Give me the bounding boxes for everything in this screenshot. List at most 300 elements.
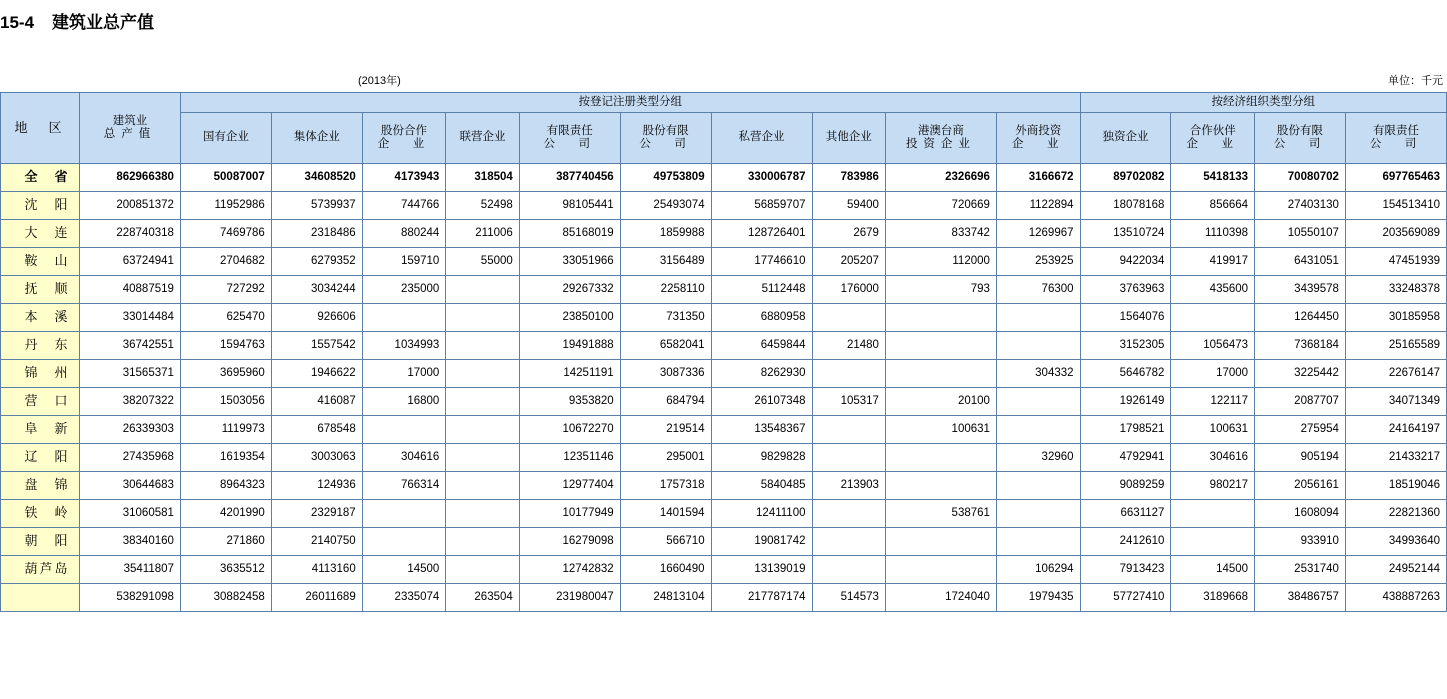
cell-value: 33014484: [80, 304, 181, 332]
cell-value: 16800: [362, 388, 446, 416]
cell-value: [996, 304, 1080, 332]
cell-value: 30185958: [1345, 304, 1446, 332]
cell-value: [996, 332, 1080, 360]
row-region: [1, 584, 80, 612]
header-col-8: 港澳台商 投资企业: [885, 113, 996, 164]
header-col-1: 集体企业: [271, 113, 362, 164]
cell-value: 1034993: [362, 332, 446, 360]
table-row: [1, 248, 1447, 276]
cell-value: 1798521: [1080, 416, 1171, 444]
cell-value: 85168019: [519, 220, 620, 248]
cell-value: 435600: [1171, 276, 1255, 304]
cell-value: 1724040: [885, 584, 996, 612]
cell-value: 4173943: [362, 164, 446, 192]
cell-value: [446, 360, 519, 388]
cell-value: 304616: [1171, 444, 1255, 472]
cell-value: [885, 472, 996, 500]
table-row: [1, 276, 1447, 304]
table-number: 15-4: [0, 13, 35, 32]
cell-value: 159710: [362, 248, 446, 276]
cell-value: 34993640: [1345, 528, 1446, 556]
cell-value: 38486757: [1255, 584, 1346, 612]
cell-value: 1946622: [271, 360, 362, 388]
row-region: 沈 阳: [1, 192, 80, 220]
cell-value: 926606: [271, 304, 362, 332]
cell-value: 205207: [812, 248, 885, 276]
cell-value: 1056473: [1171, 332, 1255, 360]
cell-value: 219514: [620, 416, 711, 444]
cell-value: 1660490: [620, 556, 711, 584]
cell-value: [446, 500, 519, 528]
cell-value: 4201990: [180, 500, 271, 528]
cell-value: 22676147: [1345, 360, 1446, 388]
cell-value: 2531740: [1255, 556, 1346, 584]
row-region: 辽 阳: [1, 444, 80, 472]
header-col-12: 股份有限 公 司: [1255, 113, 1346, 164]
row-region: 铁 岭: [1, 500, 80, 528]
header-group-registration: 按登记注册类型分组: [180, 93, 1080, 113]
cell-value: 2326696: [885, 164, 996, 192]
cell-value: [362, 416, 446, 444]
cell-value: 3695960: [180, 360, 271, 388]
cell-value: [446, 416, 519, 444]
cell-value: 17746610: [711, 248, 812, 276]
cell-value: 720669: [885, 192, 996, 220]
cell-value: 416087: [271, 388, 362, 416]
cell-value: 122117: [1171, 388, 1255, 416]
table-row: [1, 528, 1447, 556]
cell-value: 17000: [1171, 360, 1255, 388]
cell-value: 271860: [180, 528, 271, 556]
cell-value: 34071349: [1345, 388, 1446, 416]
cell-value: 5418133: [1171, 164, 1255, 192]
cell-value: 1926149: [1080, 388, 1171, 416]
cell-value: 5112448: [711, 276, 812, 304]
table-head: [1, 93, 1447, 164]
cell-value: 18519046: [1345, 472, 1446, 500]
table-row: [1, 500, 1447, 528]
cell-value: 833742: [885, 220, 996, 248]
cell-value: 3152305: [1080, 332, 1171, 360]
cell-value: 27403130: [1255, 192, 1346, 220]
cell-value: 10177949: [519, 500, 620, 528]
cell-value: 13548367: [711, 416, 812, 444]
table-row: [1, 444, 1447, 472]
header-col-3: 联营企业: [446, 113, 519, 164]
cell-value: [812, 444, 885, 472]
cell-value: 26107348: [711, 388, 812, 416]
cell-value: 2087707: [1255, 388, 1346, 416]
table-row: [1, 192, 1447, 220]
cell-value: [885, 528, 996, 556]
cell-value: 3034244: [271, 276, 362, 304]
cell-value: 4792941: [1080, 444, 1171, 472]
table-row: [1, 164, 1447, 192]
cell-value: 17000: [362, 360, 446, 388]
cell-value: 14500: [1171, 556, 1255, 584]
cell-value: 14251191: [519, 360, 620, 388]
row-region: 阜 新: [1, 416, 80, 444]
cell-value: [362, 304, 446, 332]
cell-value: 11952986: [180, 192, 271, 220]
cell-value: 514573: [812, 584, 885, 612]
cell-value: 56859707: [711, 192, 812, 220]
cell-value: 1979435: [996, 584, 1080, 612]
cell-value: 40887519: [80, 276, 181, 304]
cell-value: 1564076: [1080, 304, 1171, 332]
cell-value: 419917: [1171, 248, 1255, 276]
table-row: [1, 332, 1447, 360]
cell-value: 1264450: [1255, 304, 1346, 332]
cell-value: 2412610: [1080, 528, 1171, 556]
row-region: 葫芦岛: [1, 556, 80, 584]
cell-value: 304616: [362, 444, 446, 472]
cell-value: 744766: [362, 192, 446, 220]
header-col-row: [1, 113, 1447, 164]
cell-value: 12742832: [519, 556, 620, 584]
cell-value: 566710: [620, 528, 711, 556]
table-row: [1, 416, 1447, 444]
table-row: [1, 472, 1447, 500]
cell-value: 263504: [446, 584, 519, 612]
cell-value: 59400: [812, 192, 885, 220]
cell-value: 217787174: [711, 584, 812, 612]
cell-value: [362, 528, 446, 556]
cell-value: 203569089: [1345, 220, 1446, 248]
cell-value: [362, 500, 446, 528]
cell-value: [885, 304, 996, 332]
cell-value: [812, 304, 885, 332]
header-col-11: 合作伙伴 企 业: [1171, 113, 1255, 164]
cell-value: [996, 388, 1080, 416]
cell-value: 538291098: [80, 584, 181, 612]
header-col-4: 有限责任 公 司: [519, 113, 620, 164]
cell-value: 89702082: [1080, 164, 1171, 192]
cell-value: 6582041: [620, 332, 711, 360]
cell-value: [812, 500, 885, 528]
cell-value: 1757318: [620, 472, 711, 500]
header-group-economic: 按经济组织类型分组: [1080, 93, 1446, 113]
cell-value: [812, 528, 885, 556]
cell-value: 21433217: [1345, 444, 1446, 472]
cell-value: 13139019: [711, 556, 812, 584]
cell-value: 25165589: [1345, 332, 1446, 360]
cell-value: 24952144: [1345, 556, 1446, 584]
cell-value: 12411100: [711, 500, 812, 528]
cell-value: 2679: [812, 220, 885, 248]
cell-value: 766314: [362, 472, 446, 500]
cell-value: [1171, 304, 1255, 332]
cell-value: [812, 416, 885, 444]
cell-value: 112000: [885, 248, 996, 276]
header-group-row: [1, 93, 1447, 113]
cell-value: 5840485: [711, 472, 812, 500]
cell-value: 35411807: [80, 556, 181, 584]
cell-value: 253925: [996, 248, 1080, 276]
cell-value: 2258110: [620, 276, 711, 304]
cell-value: 24164197: [1345, 416, 1446, 444]
cell-value: 38340160: [80, 528, 181, 556]
table-row: [1, 304, 1447, 332]
data-table: [0, 92, 1447, 612]
cell-value: 330006787: [711, 164, 812, 192]
cell-value: 31060581: [80, 500, 181, 528]
cell-value: 1594763: [180, 332, 271, 360]
cell-value: 980217: [1171, 472, 1255, 500]
cell-value: 1122894: [996, 192, 1080, 220]
cell-value: 5739937: [271, 192, 362, 220]
header-col-5: 股份有限 公 司: [620, 113, 711, 164]
cell-value: 862966380: [80, 164, 181, 192]
cell-value: 3156489: [620, 248, 711, 276]
cell-value: 275954: [1255, 416, 1346, 444]
cell-value: 19491888: [519, 332, 620, 360]
cell-value: 33248378: [1345, 276, 1446, 304]
cell-value: [1171, 528, 1255, 556]
row-region: 朝 阳: [1, 528, 80, 556]
cell-value: 6431051: [1255, 248, 1346, 276]
table-row: [1, 220, 1447, 248]
header-region: 地 区: [1, 93, 80, 164]
cell-value: 1503056: [180, 388, 271, 416]
cell-value: 52498: [446, 192, 519, 220]
cell-value: [446, 304, 519, 332]
cell-value: 684794: [620, 388, 711, 416]
cell-value: 678548: [271, 416, 362, 444]
cell-value: 2056161: [1255, 472, 1346, 500]
cell-value: 57727410: [1080, 584, 1171, 612]
cell-value: 23850100: [519, 304, 620, 332]
cell-value: [996, 500, 1080, 528]
cell-value: 34608520: [271, 164, 362, 192]
cell-value: 20100: [885, 388, 996, 416]
header-col-6: 私营企业: [711, 113, 812, 164]
cell-value: [446, 444, 519, 472]
cell-value: 2140750: [271, 528, 362, 556]
header-col-2: 股份合作 企 业: [362, 113, 446, 164]
cell-value: 7913423: [1080, 556, 1171, 584]
cell-value: 3225442: [1255, 360, 1346, 388]
cell-value: 100631: [1171, 416, 1255, 444]
cell-value: 1619354: [180, 444, 271, 472]
row-region: 鞍 山: [1, 248, 80, 276]
cell-value: 7368184: [1255, 332, 1346, 360]
cell-value: 1859988: [620, 220, 711, 248]
cell-value: 106294: [996, 556, 1080, 584]
cell-value: 3439578: [1255, 276, 1346, 304]
cell-value: 318504: [446, 164, 519, 192]
cell-value: 304332: [996, 360, 1080, 388]
cell-value: 12351146: [519, 444, 620, 472]
cell-value: 12977404: [519, 472, 620, 500]
cell-value: 3003063: [271, 444, 362, 472]
cell-value: [996, 528, 1080, 556]
header-col-7: 其他企业: [812, 113, 885, 164]
cell-value: 16279098: [519, 528, 620, 556]
cell-value: 36742551: [80, 332, 181, 360]
table-body: [1, 164, 1447, 612]
cell-value: 70080702: [1255, 164, 1346, 192]
cell-value: 30882458: [180, 584, 271, 612]
cell-value: 19081742: [711, 528, 812, 556]
header-col-0: 国有企业: [180, 113, 271, 164]
cell-value: 98105441: [519, 192, 620, 220]
row-region: 抚 顺: [1, 276, 80, 304]
cell-value: 6880958: [711, 304, 812, 332]
year-note: (2013年): [358, 75, 401, 87]
cell-value: 783986: [812, 164, 885, 192]
cell-value: 22821360: [1345, 500, 1446, 528]
header-col-13: 有限责任 公 司: [1345, 113, 1446, 164]
cell-value: 880244: [362, 220, 446, 248]
cell-value: 10672270: [519, 416, 620, 444]
header-col-9: 外商投资 企 业: [996, 113, 1080, 164]
cell-value: [446, 528, 519, 556]
cell-value: 38207322: [80, 388, 181, 416]
cell-value: 176000: [812, 276, 885, 304]
cell-value: 7469786: [180, 220, 271, 248]
cell-value: 31565371: [80, 360, 181, 388]
cell-value: [446, 332, 519, 360]
cell-value: 856664: [1171, 192, 1255, 220]
row-region: 盘 锦: [1, 472, 80, 500]
cell-value: [885, 444, 996, 472]
cell-value: 6631127: [1080, 500, 1171, 528]
cell-value: 4113160: [271, 556, 362, 584]
cell-value: 213903: [812, 472, 885, 500]
row-region: 锦 州: [1, 360, 80, 388]
cell-value: 32960: [996, 444, 1080, 472]
table-title-text: 建筑业总产值: [52, 13, 155, 32]
cell-value: 124936: [271, 472, 362, 500]
cell-value: [446, 388, 519, 416]
cell-value: 33051966: [519, 248, 620, 276]
cell-value: 9829828: [711, 444, 812, 472]
cell-value: 18078168: [1080, 192, 1171, 220]
cell-value: 1119973: [180, 416, 271, 444]
cell-value: 625470: [180, 304, 271, 332]
cell-value: 29267332: [519, 276, 620, 304]
cell-value: 47451939: [1345, 248, 1446, 276]
cell-value: 13510724: [1080, 220, 1171, 248]
cell-value: 8964323: [180, 472, 271, 500]
cell-value: [885, 556, 996, 584]
cell-value: 9422034: [1080, 248, 1171, 276]
cell-value: 154513410: [1345, 192, 1446, 220]
cell-value: 905194: [1255, 444, 1346, 472]
cell-value: 24813104: [620, 584, 711, 612]
cell-value: 200851372: [80, 192, 181, 220]
header-total: 建筑业 总产值: [80, 93, 181, 164]
cell-value: 2704682: [180, 248, 271, 276]
cell-value: 3763963: [1080, 276, 1171, 304]
cell-value: 727292: [180, 276, 271, 304]
cell-value: 49753809: [620, 164, 711, 192]
cell-value: 235000: [362, 276, 446, 304]
cell-value: 731350: [620, 304, 711, 332]
cell-value: 10550107: [1255, 220, 1346, 248]
cell-value: 100631: [885, 416, 996, 444]
cell-value: 1269967: [996, 220, 1080, 248]
cell-value: 55000: [446, 248, 519, 276]
cell-value: 30644683: [80, 472, 181, 500]
table-row: [1, 360, 1447, 388]
cell-value: 2318486: [271, 220, 362, 248]
cell-value: 933910: [1255, 528, 1346, 556]
header-col-10: 独资企业: [1080, 113, 1171, 164]
cell-value: 14500: [362, 556, 446, 584]
cell-value: 387740456: [519, 164, 620, 192]
table-row: [1, 584, 1447, 612]
cell-value: [885, 332, 996, 360]
cell-value: [1171, 500, 1255, 528]
cell-value: 8262930: [711, 360, 812, 388]
cell-value: 1110398: [1171, 220, 1255, 248]
table-row: [1, 556, 1447, 584]
page-title: [0, 8, 154, 33]
cell-value: 3635512: [180, 556, 271, 584]
cell-value: 26011689: [271, 584, 362, 612]
cell-value: 25493074: [620, 192, 711, 220]
cell-value: 697765463: [1345, 164, 1446, 192]
cell-value: 27435968: [80, 444, 181, 472]
cell-value: 1401594: [620, 500, 711, 528]
row-region: 全 省: [1, 164, 80, 192]
cell-value: 793: [885, 276, 996, 304]
cell-value: [446, 472, 519, 500]
cell-value: 6279352: [271, 248, 362, 276]
cell-value: 26339303: [80, 416, 181, 444]
row-region: 营 口: [1, 388, 80, 416]
cell-value: 1608094: [1255, 500, 1346, 528]
cell-value: 3166672: [996, 164, 1080, 192]
cell-value: [446, 556, 519, 584]
row-region: 本 溪: [1, 304, 80, 332]
unit-note: 单位：千元: [1388, 75, 1443, 87]
cell-value: 2335074: [362, 584, 446, 612]
row-region: 大 连: [1, 220, 80, 248]
cell-value: [812, 556, 885, 584]
cell-value: 21480: [812, 332, 885, 360]
cell-value: 211006: [446, 220, 519, 248]
cell-value: 63724941: [80, 248, 181, 276]
cell-value: 1557542: [271, 332, 362, 360]
cell-value: 231980047: [519, 584, 620, 612]
cell-value: 9089259: [1080, 472, 1171, 500]
cell-value: [812, 360, 885, 388]
cell-value: 228740318: [80, 220, 181, 248]
cell-value: 2329187: [271, 500, 362, 528]
cell-value: [446, 276, 519, 304]
cell-value: 5646782: [1080, 360, 1171, 388]
cell-value: [885, 360, 996, 388]
cell-value: 295001: [620, 444, 711, 472]
cell-value: 9353820: [519, 388, 620, 416]
table-row: [1, 388, 1447, 416]
cell-value: 128726401: [711, 220, 812, 248]
cell-value: 538761: [885, 500, 996, 528]
cell-value: 6459844: [711, 332, 812, 360]
cell-value: 3189668: [1171, 584, 1255, 612]
cell-value: 438887263: [1345, 584, 1446, 612]
cell-value: 105317: [812, 388, 885, 416]
cell-value: [996, 472, 1080, 500]
row-region: 丹 东: [1, 332, 80, 360]
cell-value: 3087336: [620, 360, 711, 388]
cell-value: 50087007: [180, 164, 271, 192]
cell-value: 76300: [996, 276, 1080, 304]
cell-value: [996, 416, 1080, 444]
